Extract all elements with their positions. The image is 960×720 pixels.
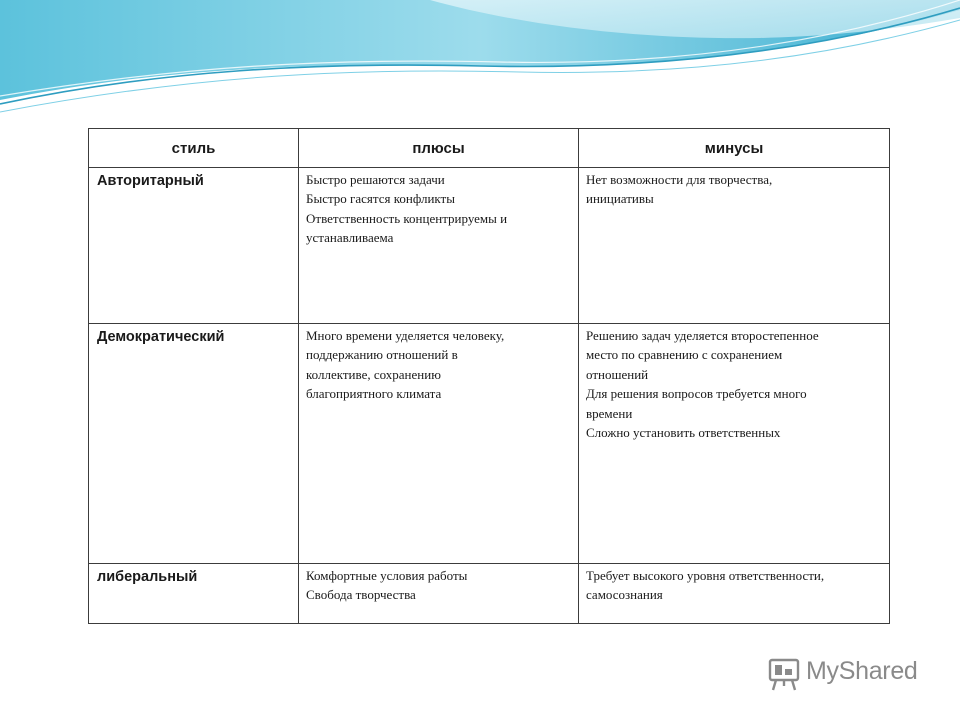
header-wave-decoration xyxy=(0,0,960,130)
pros-cell xyxy=(299,564,579,624)
pros-line: поддержанию отношений в xyxy=(306,347,458,363)
header-pros: плюсы xyxy=(299,129,579,168)
table-row xyxy=(89,168,890,324)
cons-line: Сложно установить ответственных xyxy=(586,425,781,441)
pros-line: устанавливаема xyxy=(306,230,394,246)
cons-line: Нет возможности для творчества, xyxy=(586,172,773,187)
header-cons: минусы xyxy=(579,129,890,168)
cons-line: инициативы xyxy=(586,191,654,207)
cons-line: Решению задач уделяется второстепенное xyxy=(586,328,819,343)
style-name-cell: Авторитарный xyxy=(89,168,299,324)
pros-line: Много времени уделяется человеку, xyxy=(306,328,505,343)
table-header-row xyxy=(89,129,890,168)
cons-line: Для решения вопросов требуется много xyxy=(586,386,807,402)
watermark-text: MyShared xyxy=(806,657,918,685)
table-row xyxy=(89,564,890,624)
pros-cell xyxy=(299,324,579,564)
management-styles-table xyxy=(88,128,890,624)
style-name-cell: Демократический xyxy=(89,324,299,564)
pros-line: Комфортные условия работы xyxy=(306,568,468,583)
style-name-cell: либеральный xyxy=(89,564,299,624)
pros-line: Быстро гасятся конфликты xyxy=(306,191,455,207)
pros-line: благоприятного климата xyxy=(306,386,442,402)
table-row xyxy=(89,324,890,564)
cons-cell xyxy=(579,168,890,324)
cons-line: Требует высокого уровня ответственности, xyxy=(586,568,825,583)
pros-cell xyxy=(299,168,579,324)
pros-line: коллективе, сохранению xyxy=(306,366,441,382)
cons-line: место по сравнению с сохранением xyxy=(586,347,783,363)
presentation-screen-icon xyxy=(770,660,798,690)
pros-line: Ответственность концентрируемы и xyxy=(306,210,508,226)
header-style: стиль xyxy=(89,129,299,168)
cons-cell xyxy=(579,324,890,564)
cons-line: времени xyxy=(586,405,633,421)
cons-cell xyxy=(579,564,890,624)
cons-line: отношений xyxy=(586,366,649,382)
cons-line: самосознания xyxy=(586,587,663,603)
pros-line: Быстро решаются задачи xyxy=(306,172,445,187)
pros-line: Свобода творчества xyxy=(306,587,416,603)
